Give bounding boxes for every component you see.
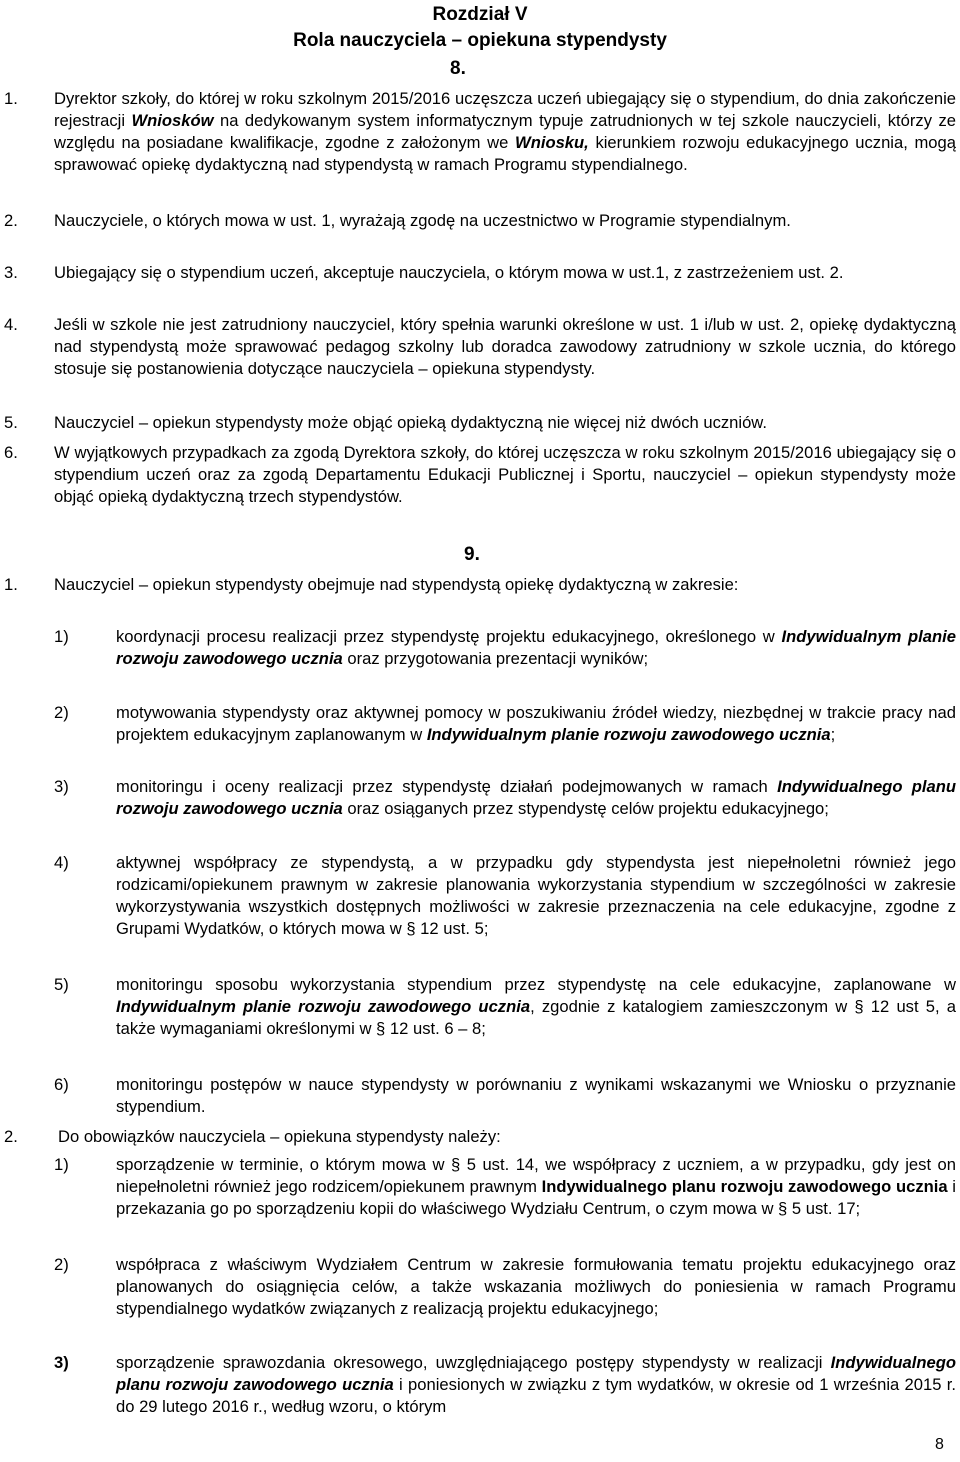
s9-p2-number: 2. [4, 1127, 18, 1146]
s8-p6-text: W wyjątkowych przypadkach za zgodą Dyrektora szkoły, do której uczęszcza w roku szkolnym 2015/2016 ubiegający się o stypendium uczeń oraz za zgodą Departamentu Edukacji Publicznej i Sportu, nauczyciel – opiekun stypendysty może objąć opieką dydaktyczną trzech stypendystów. [54, 443, 956, 506]
s9-p2-text: Do obowiązków nauczyciela – opiekuna stypendysty należy: [58, 1127, 501, 1146]
s8-p1-number: 1. [4, 89, 18, 108]
s9-l2-i3-text: sporządzenie sprawozdania okresowego, uwzględniającego postępy stypendysty w realizacji Indywidualnego planu rozwoju zawodowego ucznia i poniesionych w związku z tym wydatków, w okresie od 1 września 2015 r. do 29 lutego 2016 r., według wzoru, o którym [116, 1353, 956, 1416]
s8-p3-text: Ubiegający się o stypendium uczeń, akceptuje nauczyciela, o którym mowa w ust.1, z zastrzeżeniem ust. 2. [54, 263, 844, 282]
section-9-heading: 9. [464, 544, 480, 565]
s9-l1-i2-text: motywowania stypendysty oraz aktywnej pomocy w poszukiwaniu źródeł wiedzy, niezbędnej w trakcie pracy nad projektem edukacyjnym zaplanowanym w Indywidualnym planie rozwoju zawodowego ucznia; [116, 703, 956, 744]
s9-l1-i1-number: 1) [54, 627, 69, 646]
s9-l1-i5-text: monitoringu sposobu wykorzystania stypendium przez stypendystę na cele edukacyjne, zaplanowane w Indywidualnym planie rozwoju zawodowego ucznia, zgodnie z katalogiem zamieszczonym w § 12 ust 5, a także wymaganiami określonymi w § 12 ust. 6 – 8; [116, 975, 956, 1038]
s9-l1-i5-number: 5) [54, 975, 69, 994]
s9-l1-i6-number: 6) [54, 1075, 69, 1094]
s9-l2-i1-number: 1) [54, 1155, 69, 1174]
chapter-heading: Rozdział V [432, 4, 528, 25]
s9-l2-i3-number: 3) [54, 1353, 69, 1372]
s8-p5-number: 5. [4, 413, 18, 432]
s8-p2-number: 2. [4, 211, 18, 230]
chapter-title: Rola nauczyciela – opiekuna stypendysty [293, 30, 667, 51]
s9-l1-i6-text: monitoringu postępów w nauce stypendysty w porównaniu z wynikami wskazanymi we Wniosku o przyznanie stypendium. [116, 1075, 956, 1116]
s8-p4-number: 4. [4, 315, 18, 334]
s8-p1-text: Dyrektor szkoły, do której w roku szkolnym 2015/2016 uczęszcza uczeń ubiegający się o stypendium, do dnia zakończenie rejestracji Wniosków na dedykowanym system informatycznym typuje zatrudnionych w tej szkole nauczycieli, którzy ze względu na posiadane kwalifikacje, zgodne z założonym we Wniosku, kierunkiem rozwoju edukacyjnego ucznia, mogą sprawować opiekę dydaktyczną nad stypendystą w ramach Programu stypendialnego. [54, 89, 956, 174]
s9-l1-i4-number: 4) [54, 853, 69, 872]
s9-l1-i1-text: koordynacji procesu realizacji przez stypendystę projektu edukacyjnego, określonego w Indywidualnym planie rozwoju zawodowego ucznia oraz przygotowania prezentacji wyników; [116, 627, 956, 668]
s8-p5-text: Nauczyciel – opiekun stypendysty może objąć opieką dydaktyczną nie więcej niż dwóch uczniów. [54, 413, 767, 432]
s8-p6-number: 6. [4, 443, 18, 462]
s8-p3-number: 3. [4, 263, 18, 282]
section-8-heading: 8. [450, 58, 466, 79]
s8-p2-text: Nauczyciele, o których mowa w ust. 1, wyrażają zgodę na uczestnictwo w Programie stypendialnym. [54, 211, 791, 230]
s9-l2-i2-number: 2) [54, 1255, 69, 1274]
s9-l1-i3-text: monitoringu i oceny realizacji przez stypendystę działań podejmowanych w ramach Indywidualnego planu rozwoju zawodowego ucznia oraz osiąganych przez stypendystę celów projektu edukacyjnego; [116, 777, 956, 818]
s9-p1-text: Nauczyciel – opiekun stypendysty obejmuje nad stypendystą opiekę dydaktyczną w zakresie: [54, 575, 739, 594]
s8-p4-text: Jeśli w szkole nie jest zatrudniony nauczyciel, który spełnia warunki określone w ust. 1 i/lub w ust. 2, opiekę dydaktyczną nad stypendystą może sprawować pedagog szkolny lub doradca zawodowy zatrudniony w szkole ucznia, do którego stosuje się postanowienia dotyczące nauczyciela – opiekuna stypendysty. [54, 315, 956, 378]
s9-p1-number: 1. [4, 575, 18, 594]
s9-l1-i3-number: 3) [54, 777, 69, 796]
page-number: 8 [935, 1436, 944, 1453]
s9-l2-i2-text: współpraca z właściwym Wydziałem Centrum w zakresie formułowania tematu projektu edukacyjnego oraz planowanych do osiągnięcia celów, a także wskazania możliwych do poniesienia w ramach Programu stypendialnego wydatków związanych z realizacją projektu edukacyjnego; [116, 1255, 956, 1318]
s9-l1-i2-number: 2) [54, 703, 69, 722]
s9-l2-i1-text: sporządzenie w terminie, o którym mowa w § 5 ust. 14, we współpracy z uczniem, a w przypadku, gdy jest on niepełnoletni również jego rodzicem/opiekunem prawnym Indywidualnego planu rozwoju zawodowego ucznia i przekazania go po sporządzeniu kopii do właściwego Wydziału Centrum, o czym mowa w § 5 ust. 17; [116, 1155, 956, 1218]
s9-l1-i4-text: aktywnej współpracy ze stypendystą, a w przypadku gdy stypendysta jest niepełnoletni również jego rodzicami/opiekunem prawnym w zakresie planowania wykorzystania stypendium w szczególności w zakresie wykorzystywania wszystkich dostępnych możliwości w zakresie przeznaczenia na cele edukacyjne, zgodne z Grupami Wydatków, o których mowa w § 12 ust. 5; [116, 853, 956, 938]
